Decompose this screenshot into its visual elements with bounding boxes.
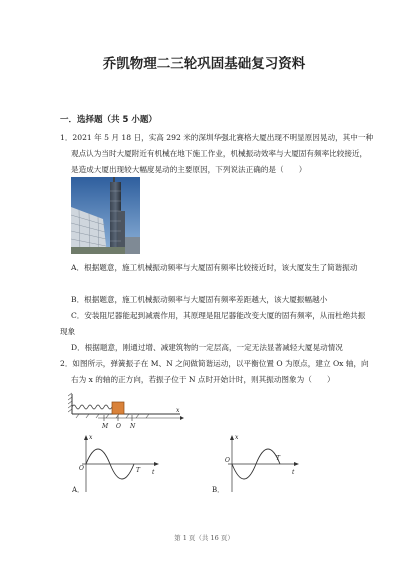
page-footer: 第 1 页（共 16 页） xyxy=(174,534,234,542)
page-title: 乔凯物理二三轮巩固基础复习资料 xyxy=(102,56,306,72)
graph-b-origin: O xyxy=(225,457,230,464)
graph-a-t-mark: T xyxy=(136,467,141,474)
question-2-line-2: 右为 x 的轴的正方向，若振子位于 N 点时开始计时，则其振动图象为（ ） xyxy=(71,375,335,384)
label-x: x xyxy=(176,407,180,414)
question-1-line-2: 观点认为当时大厦附近有机械在地下施工作业，机械振动效率与大厦固有频率比较接近， xyxy=(71,149,368,158)
label-n: N xyxy=(130,423,136,430)
graph-b-y-label: x xyxy=(235,434,239,441)
option-b: B．根据题意，施工机械振动频率与大厦固有频率差距越大，该大厦振幅越小 xyxy=(71,295,328,304)
skyscraper-image xyxy=(71,177,140,254)
graph-a-origin: O xyxy=(79,465,84,472)
graph-b-t-mark: T xyxy=(276,455,281,462)
question-2-line-1: 2．如图所示，弹簧振子在 M、N 之间做简谐运动，以平衡位置 O 为原点，建立 Ox 轴，向 xyxy=(60,359,369,368)
building-photo xyxy=(71,177,140,254)
label-m: M xyxy=(102,423,109,430)
question-1-line-1: 1．2021 年 5 月 18 日，实高 292 米的深圳华强北赛格大厦出现不明显原因晃动，其中一种 xyxy=(60,133,374,142)
option-c-continued: 现象 xyxy=(60,327,76,336)
section-heading: 一．选择题（共 5 小题） xyxy=(60,115,157,125)
graph-a-option-label: A． xyxy=(72,486,85,494)
graph-a-y-label: x xyxy=(89,434,93,441)
spring-oscillator-diagram xyxy=(68,388,188,430)
label-o: O xyxy=(116,423,121,430)
graph-b-x-label: t xyxy=(292,469,295,476)
option-d: D．根据题意，刚通过增、减建筑物的一定层高，一定无法显著减轻大厦晃动情况 xyxy=(71,343,343,352)
question-1-line-3: 是造成大厦出现较大幅度晃动的主要原因，下列说法正确的是（ ） xyxy=(71,165,307,174)
graph-b xyxy=(212,432,302,502)
graph-b-option-label: B． xyxy=(212,486,225,494)
graph-a-x-label: t xyxy=(152,469,155,476)
option-a: A．根据题意，施工机械振动频率与大厦固有频率比较接近时，该大厦发生了简谐振动 xyxy=(71,263,358,272)
graph-a xyxy=(72,432,162,502)
option-c: C．安装阻尼器能起到减震作用，其原理是阻尼器能改变大厦的固有频率，从而杜绝共振 xyxy=(71,311,366,320)
